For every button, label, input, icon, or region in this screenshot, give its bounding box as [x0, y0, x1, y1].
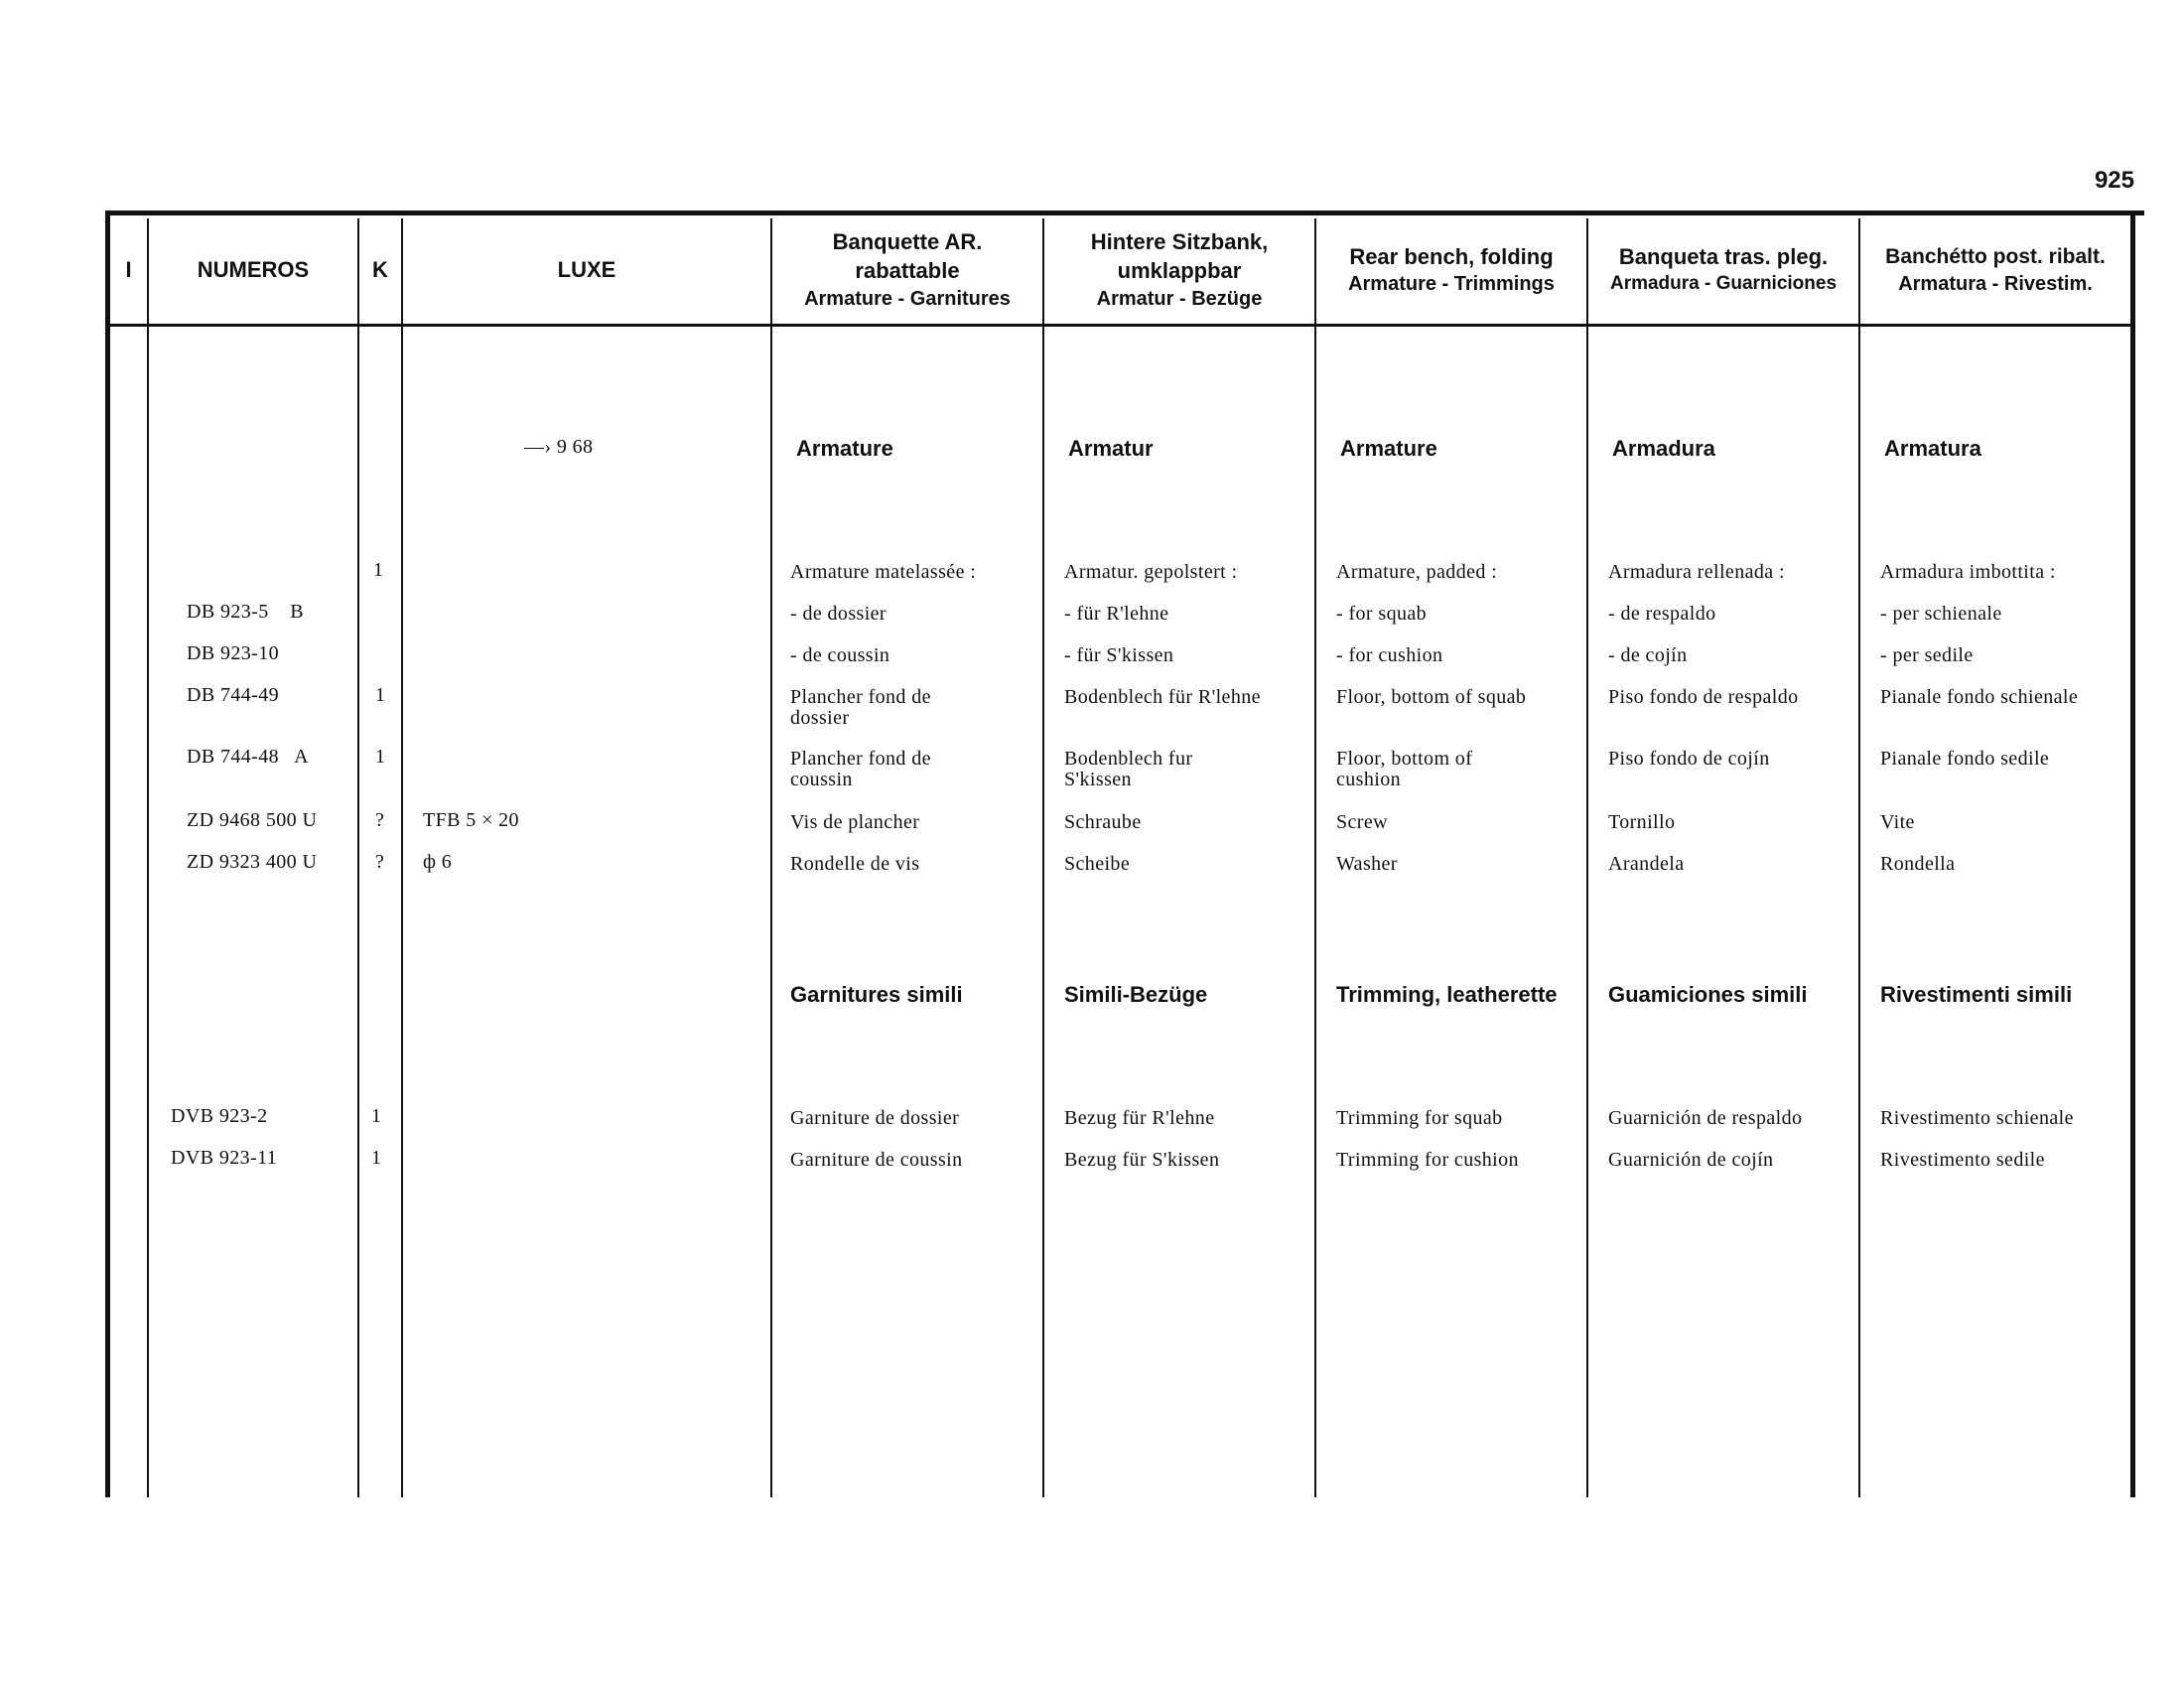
header-luxe-label: LUXE — [557, 256, 616, 282]
row-desc-es: Piso fondo de cojín — [1608, 748, 1770, 770]
header-k-label: K — [372, 256, 388, 282]
row-part-number: DB 923-5 B — [187, 601, 304, 623]
row-quantity: 1 — [375, 746, 386, 768]
column-rule-es — [1858, 218, 1860, 1497]
section-armature-de: Armatur — [1068, 436, 1154, 461]
header-italian-line1: Banchétto post. ribalt. — [1885, 245, 2106, 269]
row-desc-fr: Vis de plancher — [790, 811, 920, 833]
section-trimming-es: Guamiciones simili — [1608, 982, 1808, 1007]
row-desc-es: - de cojín — [1608, 644, 1688, 666]
header-french-line1: Banquette AR. — [832, 229, 983, 255]
row-desc-en: Floor, bottom of squab — [1336, 686, 1527, 708]
row-quantity: ? — [375, 851, 385, 873]
header-index — [110, 216, 147, 324]
header-french-line2: rabattable — [855, 258, 960, 283]
row-luxe: ф 6 — [423, 851, 453, 873]
row-desc-de: Armatur. gepolstert : — [1064, 561, 1238, 583]
column-rule-en — [1586, 218, 1588, 1497]
section-armature-it: Armatura — [1884, 436, 1981, 461]
row-part-number: DVB 923-11 — [171, 1147, 278, 1169]
row-desc-it: Rondella — [1880, 853, 1956, 875]
row-desc-es: Piso fondo de respaldo — [1608, 686, 1799, 708]
row-desc-fr: - de dossier — [790, 603, 887, 625]
row-quantity: 1 — [371, 1105, 382, 1127]
header-index-label: I — [125, 256, 132, 282]
table-top-border — [107, 211, 2144, 215]
row-desc-en: Trimming for squab — [1336, 1107, 1503, 1129]
row-quantity: 1 — [371, 1147, 382, 1169]
row-desc-es: Armadura rellenada : — [1608, 561, 1785, 583]
section-armature-en: Armature — [1340, 436, 1437, 461]
header-italian-line2: Armatura - Rivestim. — [1898, 272, 2093, 295]
header-k — [359, 216, 401, 324]
header-spanish-line2: Armadura - Guarniciones — [1609, 272, 1838, 294]
column-rule-fr — [1042, 218, 1044, 1497]
header-luxe — [403, 216, 770, 324]
header-english-line1: Rear bench, folding — [1349, 243, 1554, 269]
header-numeros-label: NUMEROS — [197, 256, 310, 282]
row-desc-it: Rivestimento sedile — [1880, 1149, 2045, 1171]
column-rule-right — [2130, 211, 2135, 1497]
header-german — [1044, 216, 1314, 324]
row-desc-fr: Plancher fond de coussin — [790, 748, 931, 790]
row-part-number: DB 744-49 — [187, 684, 280, 706]
row-quantity: ? — [375, 809, 385, 831]
row-desc-fr: Plancher fond de dossier — [790, 686, 931, 729]
row-desc-es: Arandela — [1608, 853, 1685, 875]
row-desc-fr: - de coussin — [790, 644, 890, 666]
row-desc-it: Vite — [1880, 811, 1915, 833]
row-desc-it: - per sedile — [1880, 644, 1974, 666]
luxe-note: —› 9 68 — [524, 436, 594, 458]
row-desc-fr: Rondelle de vis — [790, 853, 920, 875]
row-part-number: DB 923-10 — [187, 642, 280, 664]
row-desc-de: Schraube — [1064, 811, 1142, 833]
header-separator — [107, 324, 2132, 327]
row-desc-en: Screw — [1336, 811, 1388, 833]
header-spanish — [1588, 216, 1858, 324]
row-desc-en: - for cushion — [1336, 644, 1443, 666]
header-german-line2: umklappbar — [1117, 258, 1242, 283]
row-part-number: ZD 9468 500 U — [187, 809, 318, 831]
row-desc-en: Washer — [1336, 853, 1398, 875]
row-quantity: 1 — [373, 559, 384, 581]
section-trimming-de: Simili-Bezüge — [1064, 982, 1208, 1007]
header-english — [1316, 216, 1586, 324]
row-desc-it: Armadura imbottita : — [1880, 561, 2056, 583]
row-desc-es: Tornillo — [1608, 811, 1676, 833]
row-desc-es: Guarnición de respaldo — [1608, 1107, 1803, 1129]
row-desc-de: Bezug für S'kissen — [1064, 1149, 1220, 1171]
row-desc-de: - für S'kissen — [1064, 644, 1174, 666]
row-desc-es: Guarnición de cojín — [1608, 1149, 1774, 1171]
row-desc-de: Bodenblech fur S'kissen — [1064, 748, 1193, 790]
header-german-line1: Hintere Sitzbank, — [1090, 229, 1269, 255]
row-desc-de: Bodenblech für R'lehne — [1064, 686, 1261, 708]
row-desc-en: Armature, padded : — [1336, 561, 1498, 583]
header-german-line3: Armatur - Bezüge — [1096, 287, 1263, 310]
column-rule-index — [147, 218, 149, 1497]
header-numeros — [149, 216, 357, 324]
row-desc-fr: Armature matelassée : — [790, 561, 977, 583]
row-desc-it: Pianale fondo sedile — [1880, 748, 2050, 770]
section-trimming-fr: Garnitures simili — [790, 982, 963, 1007]
section-trimming-it: Rivestimenti simili — [1880, 982, 2073, 1007]
column-rule-de — [1314, 218, 1316, 1497]
header-spanish-line1: Banqueta tras. pleg. — [1618, 244, 1829, 270]
row-desc-it: Pianale fondo schienale — [1880, 686, 2079, 708]
row-desc-fr: Garniture de dossier — [790, 1107, 960, 1129]
row-desc-it: - per schienale — [1880, 603, 2002, 625]
row-part-number: DVB 923-2 — [171, 1105, 268, 1127]
row-desc-en: - for squab — [1336, 603, 1428, 625]
section-trimming-en: Trimming, leatherette — [1336, 982, 1558, 1007]
row-desc-de: Bezug für R'lehne — [1064, 1107, 1215, 1129]
header-english-line2: Armature - Trimmings — [1348, 273, 1555, 296]
column-rule-luxe — [770, 218, 772, 1497]
row-desc-de: - für R'lehne — [1064, 603, 1169, 625]
header-italian — [1860, 216, 2130, 324]
row-desc-en: Trimming for cushion — [1336, 1149, 1519, 1171]
header-french — [772, 216, 1042, 324]
header-french-line3: Armature - Garnitures — [804, 287, 1011, 310]
row-desc-fr: Garniture de coussin — [790, 1149, 963, 1171]
section-armature-fr: Armature — [796, 436, 893, 461]
column-rule-left — [105, 211, 110, 1497]
row-desc-en: Floor, bottom of cushion — [1336, 748, 1473, 790]
column-rule-numeros — [357, 218, 359, 1497]
row-luxe: TFB 5 × 20 — [423, 809, 519, 831]
row-quantity: 1 — [375, 684, 386, 706]
column-rule-k — [401, 218, 403, 1497]
row-part-number: DB 744-48 A — [187, 746, 309, 768]
row-desc-it: Rivestimento schienale — [1880, 1107, 2074, 1129]
row-desc-es: - de respaldo — [1608, 603, 1716, 625]
row-desc-de: Scheibe — [1064, 853, 1131, 875]
section-armature-es: Armadura — [1612, 436, 1715, 461]
page-number: 925 — [2094, 167, 2134, 194]
row-part-number: ZD 9323 400 U — [187, 851, 318, 873]
